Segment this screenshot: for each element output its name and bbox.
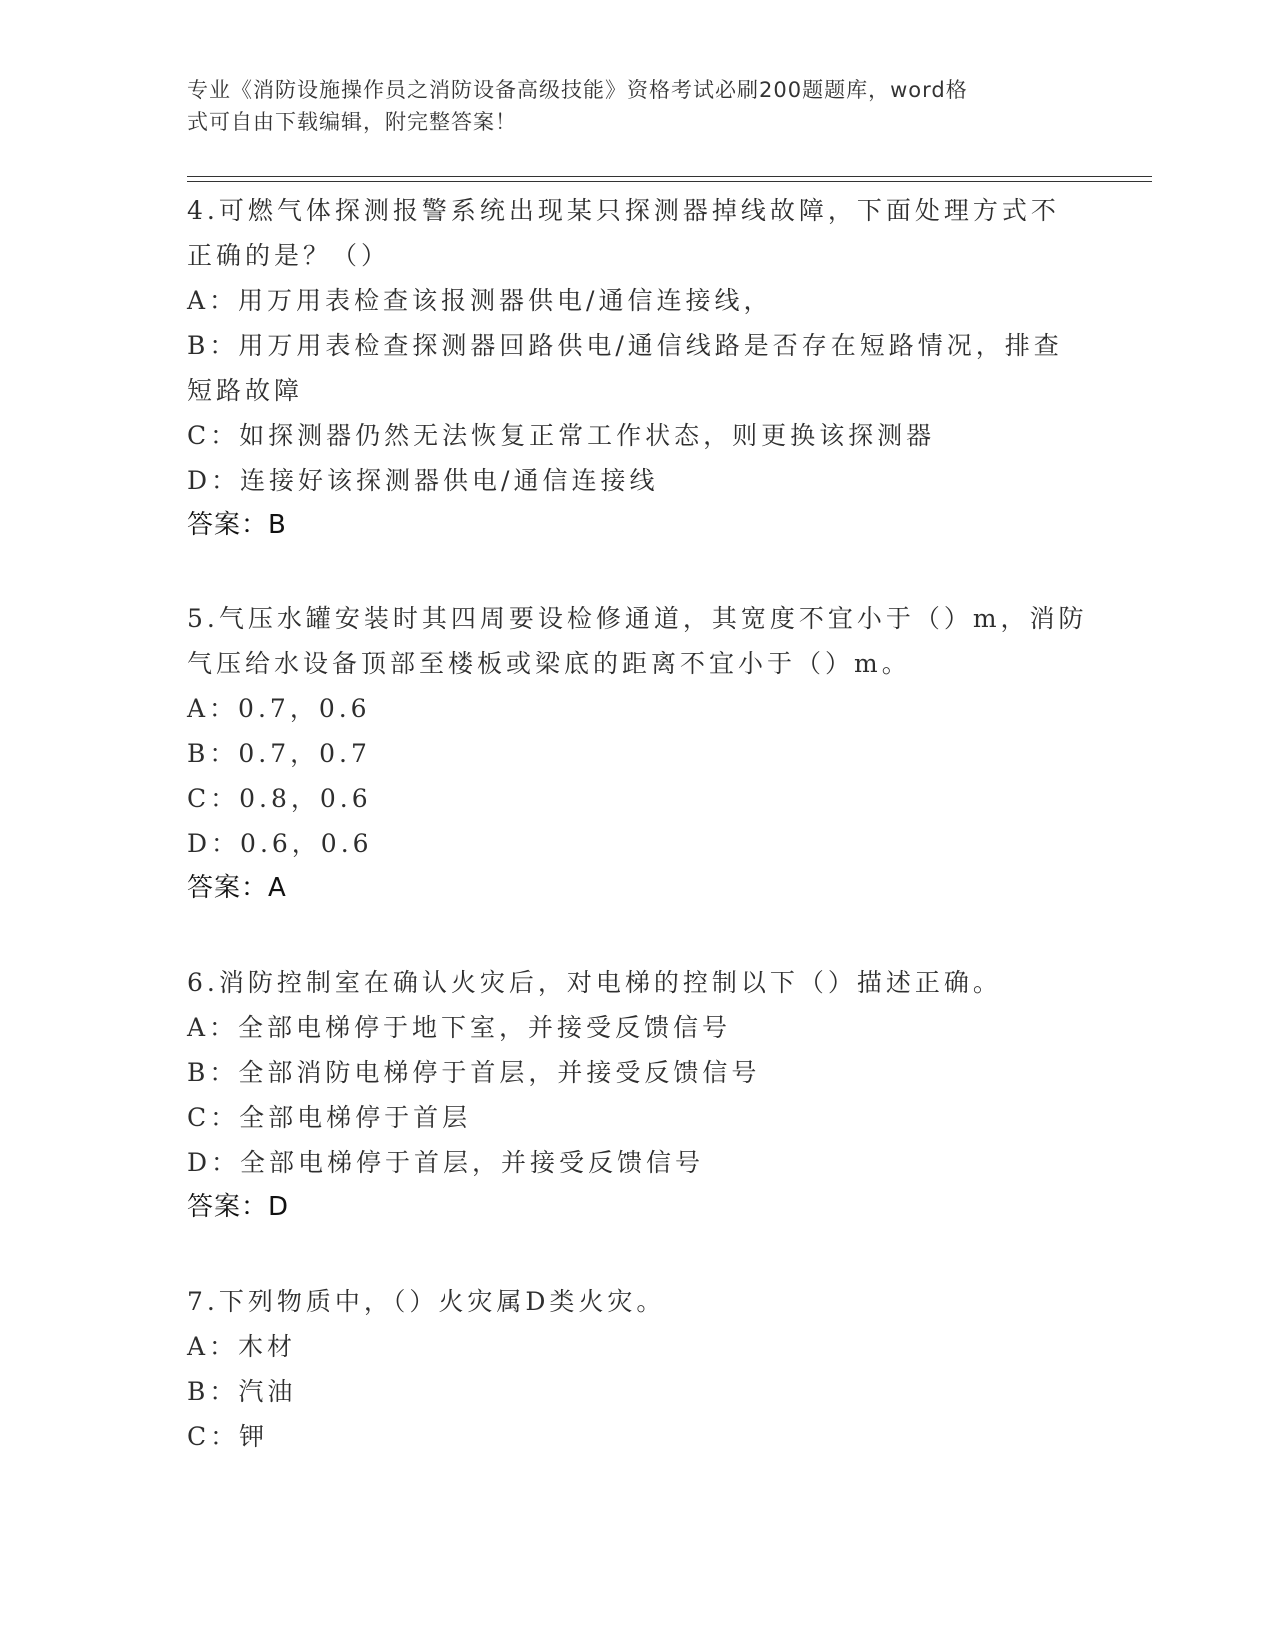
header-divider-bottom	[187, 181, 1152, 182]
option-b: B：汽油	[187, 1377, 297, 1406]
header-line-1: 专业《消防设施操作员之消防设备高级技能》资格考试必刷200题题库，word格	[187, 78, 968, 102]
option-d: D：连接好该探测器供电/通信连接线	[187, 466, 659, 495]
answer-label: 答案：A	[187, 873, 287, 903]
document-header	[187, 74, 1067, 138]
answer-label: 答案：D	[187, 1192, 290, 1222]
option-b: B：全部消防电梯停于首层，并接受反馈信号	[187, 1058, 761, 1087]
question-stem-line: 4.可燃气体探测报警系统出现某只探测器掉线故障，下面处理方式不	[187, 196, 1060, 225]
question-stem-line: 气压给水设备顶部至楼板或梁底的距离不宜小于（）m。	[187, 649, 911, 678]
option-b: B：用万用表检查探测器回路供电/通信线路是否存在短路情况，排查	[187, 331, 1063, 360]
option-c: C：钾	[187, 1422, 269, 1451]
option-d: D：0.6，0.6	[187, 829, 373, 858]
option-c: C：全部电梯停于首层	[187, 1103, 472, 1132]
answer-label: 答案：B	[187, 510, 287, 540]
header-divider-top	[187, 176, 1152, 177]
option-c: C：如探测器仍然无法恢复正常工作状态，则更换该探测器	[187, 421, 936, 450]
question-stem-line: 7.下列物质中，（）火灾属D类火灾。	[187, 1287, 666, 1316]
option-a: A：木材	[187, 1332, 297, 1361]
header-line-2: 式可自由下载编辑，附完整答案！	[187, 110, 517, 134]
question-stem-line: 正确的是？（）	[187, 241, 391, 270]
question-5	[187, 596, 1087, 911]
question-7	[187, 1279, 1087, 1459]
option-b-continued: 短路故障	[187, 376, 304, 405]
question-stem-line: 5.气压水罐安装时其四周要设检修通道，其宽度不宜小于（）m，消防	[187, 604, 1088, 633]
option-a: A：用万用表检查该报测器供电/通信连接线，	[187, 286, 773, 315]
option-a: A：0.7，0.6	[187, 694, 371, 723]
option-d: D：全部电梯停于首层，并接受反馈信号	[187, 1148, 705, 1177]
option-b: B：0.7，0.7	[187, 739, 371, 768]
option-c: C：0.8，0.6	[187, 784, 372, 813]
question-6	[187, 960, 1087, 1230]
question-stem-line: 6.消防控制室在确认火灾后，对电梯的控制以下（）描述正确。	[187, 968, 1002, 997]
option-a: A：全部电梯停于地下室，并接受反馈信号	[187, 1013, 732, 1042]
question-4	[187, 188, 1087, 548]
